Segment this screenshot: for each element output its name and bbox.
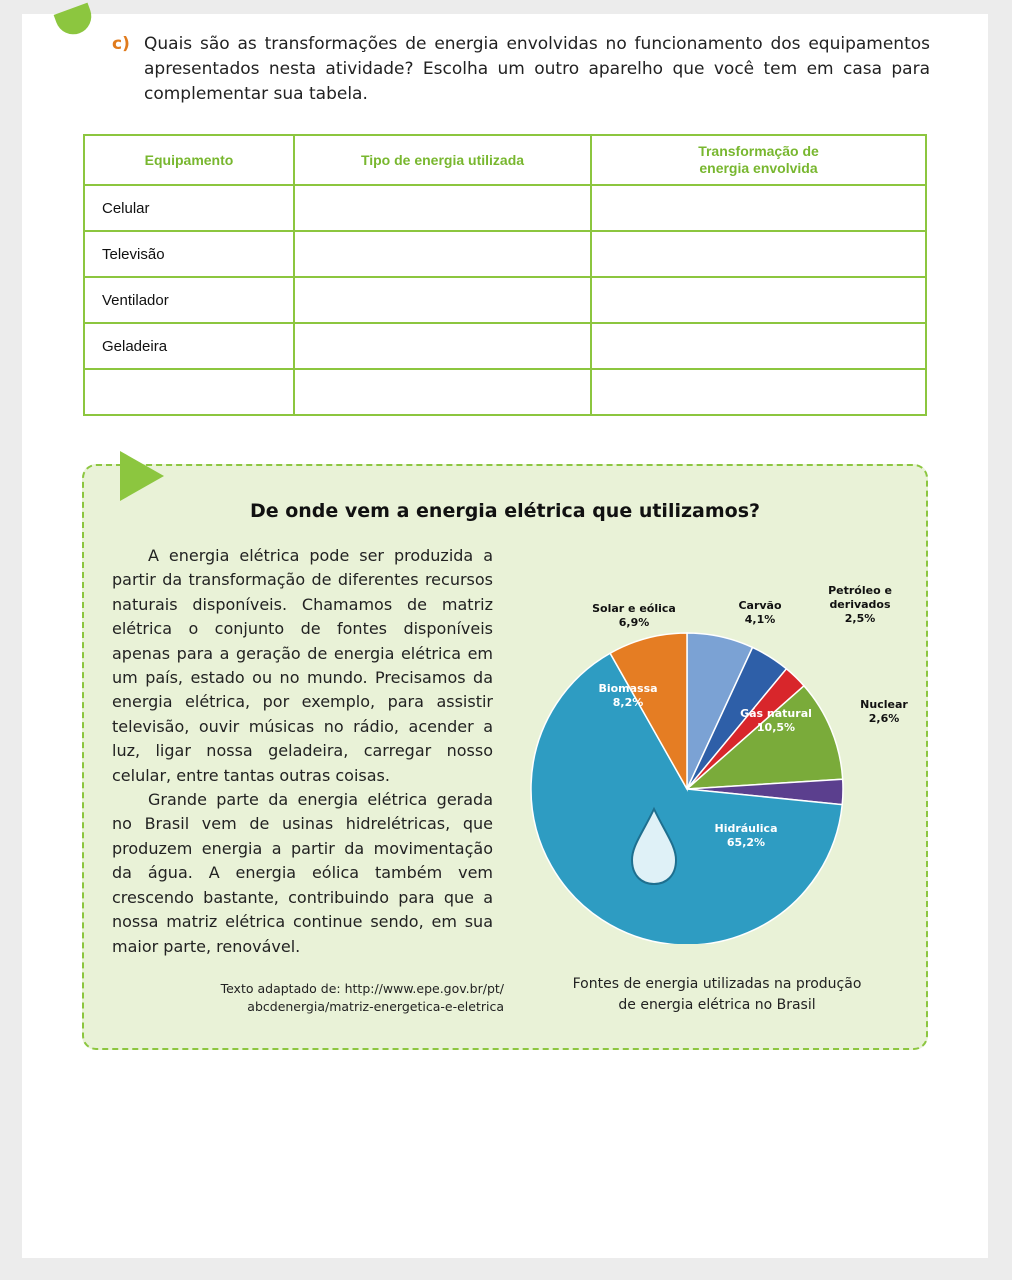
slice-label-name: Solar e eólica bbox=[592, 602, 676, 615]
paragraph: A energia elétrica pode ser produzida a partir da transformação de diferentes recursos naturais disponíveis. Chamamos de matriz elétrica o conjunto de fontes disponíveis apenas para a geração de energia elétrica em um país, estado ou no mundo. Precisamos da energia elétrica, por exemplo, para assistir televisão, ouvir músicas no rádio, acender a luz, ligar nossa geladeira, carregar nosso celular, entre tantas outras coisas. bbox=[112, 546, 493, 785]
caption-line: Fontes de energia utilizadas na produção bbox=[572, 976, 862, 992]
cell-transformacao[interactable] bbox=[591, 277, 926, 323]
cell-equipamento[interactable] bbox=[84, 369, 294, 415]
table-header-row bbox=[84, 135, 926, 185]
slice-label-value: 2,6% bbox=[868, 712, 900, 725]
question-text: Quais são as transformações de energia envolvidas no funcionamento dos equipamentos apresentados nesta atividade? Escolha um outro aparelho que você tem em casa para complementar sua tabela. bbox=[144, 34, 930, 104]
source-line: Texto adaptado de: http://www.epe.gov.br/pt/ bbox=[220, 981, 504, 996]
cell-equipamento: Televisão bbox=[84, 231, 294, 277]
cell-transformacao[interactable] bbox=[591, 323, 926, 369]
cell-equipamento: Geladeira bbox=[84, 323, 294, 369]
play-arrow-icon bbox=[120, 451, 164, 501]
slice-label-value: 4,1% bbox=[744, 613, 776, 626]
table-row bbox=[84, 323, 926, 369]
slice-label-value: 65,2% bbox=[726, 836, 766, 849]
slice-label-value: 6,9% bbox=[618, 616, 650, 629]
cell-tipo-energia[interactable] bbox=[294, 369, 591, 415]
cell-tipo-energia[interactable] bbox=[294, 323, 591, 369]
cell-tipo-energia[interactable] bbox=[294, 185, 591, 231]
header-tipo-energia: Tipo de energia utilizada bbox=[294, 135, 591, 185]
chart-caption bbox=[562, 974, 872, 1016]
table-row bbox=[84, 369, 926, 415]
slice-label-name: Gás natural bbox=[740, 707, 812, 720]
question-letter: c) bbox=[112, 34, 130, 54]
paragraph: Grande parte da energia elétrica gerada no Brasil vem de usinas hidrelétricas, que produzem energia a partir da movimentação da água. A energia eólica também vem crescendo bastante, contribuindo para que a nossa matriz elétrica continue sendo, em sua maior parte, renovável. bbox=[112, 790, 493, 956]
cell-equipamento: Ventilador bbox=[84, 277, 294, 323]
header-equipamento: Equipamento bbox=[84, 135, 294, 185]
cell-tipo-energia[interactable] bbox=[294, 231, 591, 277]
cell-transformacao[interactable] bbox=[591, 185, 926, 231]
slice-label-name: Nuclear bbox=[860, 698, 908, 711]
source-line: abcdenergia/matriz-energetica-e-eletrica bbox=[247, 999, 504, 1014]
corner-tab-decoration bbox=[54, 3, 97, 40]
equipment-table bbox=[83, 134, 927, 416]
cell-transformacao[interactable] bbox=[591, 369, 926, 415]
cell-transformacao[interactable] bbox=[591, 231, 926, 277]
pie-chart bbox=[522, 564, 922, 944]
slice-label-name: Biomassa bbox=[598, 682, 658, 695]
table-row bbox=[84, 185, 926, 231]
textbook-page bbox=[22, 14, 988, 1258]
table-row bbox=[84, 231, 926, 277]
caption-line: de energia elétrica no Brasil bbox=[618, 997, 816, 1013]
cell-equipamento: Celular bbox=[84, 185, 294, 231]
slice-label-name: derivados bbox=[829, 598, 891, 611]
slice-label-value: 8,2% bbox=[612, 696, 644, 709]
question-c bbox=[112, 32, 930, 107]
slice-label-value: 10,5% bbox=[756, 721, 796, 734]
box-title: De onde vem a energia elétrica que utilizamos? bbox=[249, 500, 761, 522]
slice-label-value: 2,5% bbox=[844, 612, 876, 625]
header-transformacao bbox=[591, 135, 926, 185]
slice-label-name: Carvão bbox=[738, 599, 782, 612]
table-row bbox=[84, 277, 926, 323]
pie-chart-svg bbox=[522, 564, 922, 944]
slice-label-name: Hidráulica bbox=[714, 822, 778, 835]
slice-label-name: Petróleo e bbox=[828, 584, 892, 597]
cell-tipo-energia[interactable] bbox=[294, 277, 591, 323]
header-transformacao-label: Transformação de energia envolvida bbox=[698, 143, 819, 176]
body-text bbox=[112, 544, 493, 959]
source-citation bbox=[182, 980, 504, 1016]
